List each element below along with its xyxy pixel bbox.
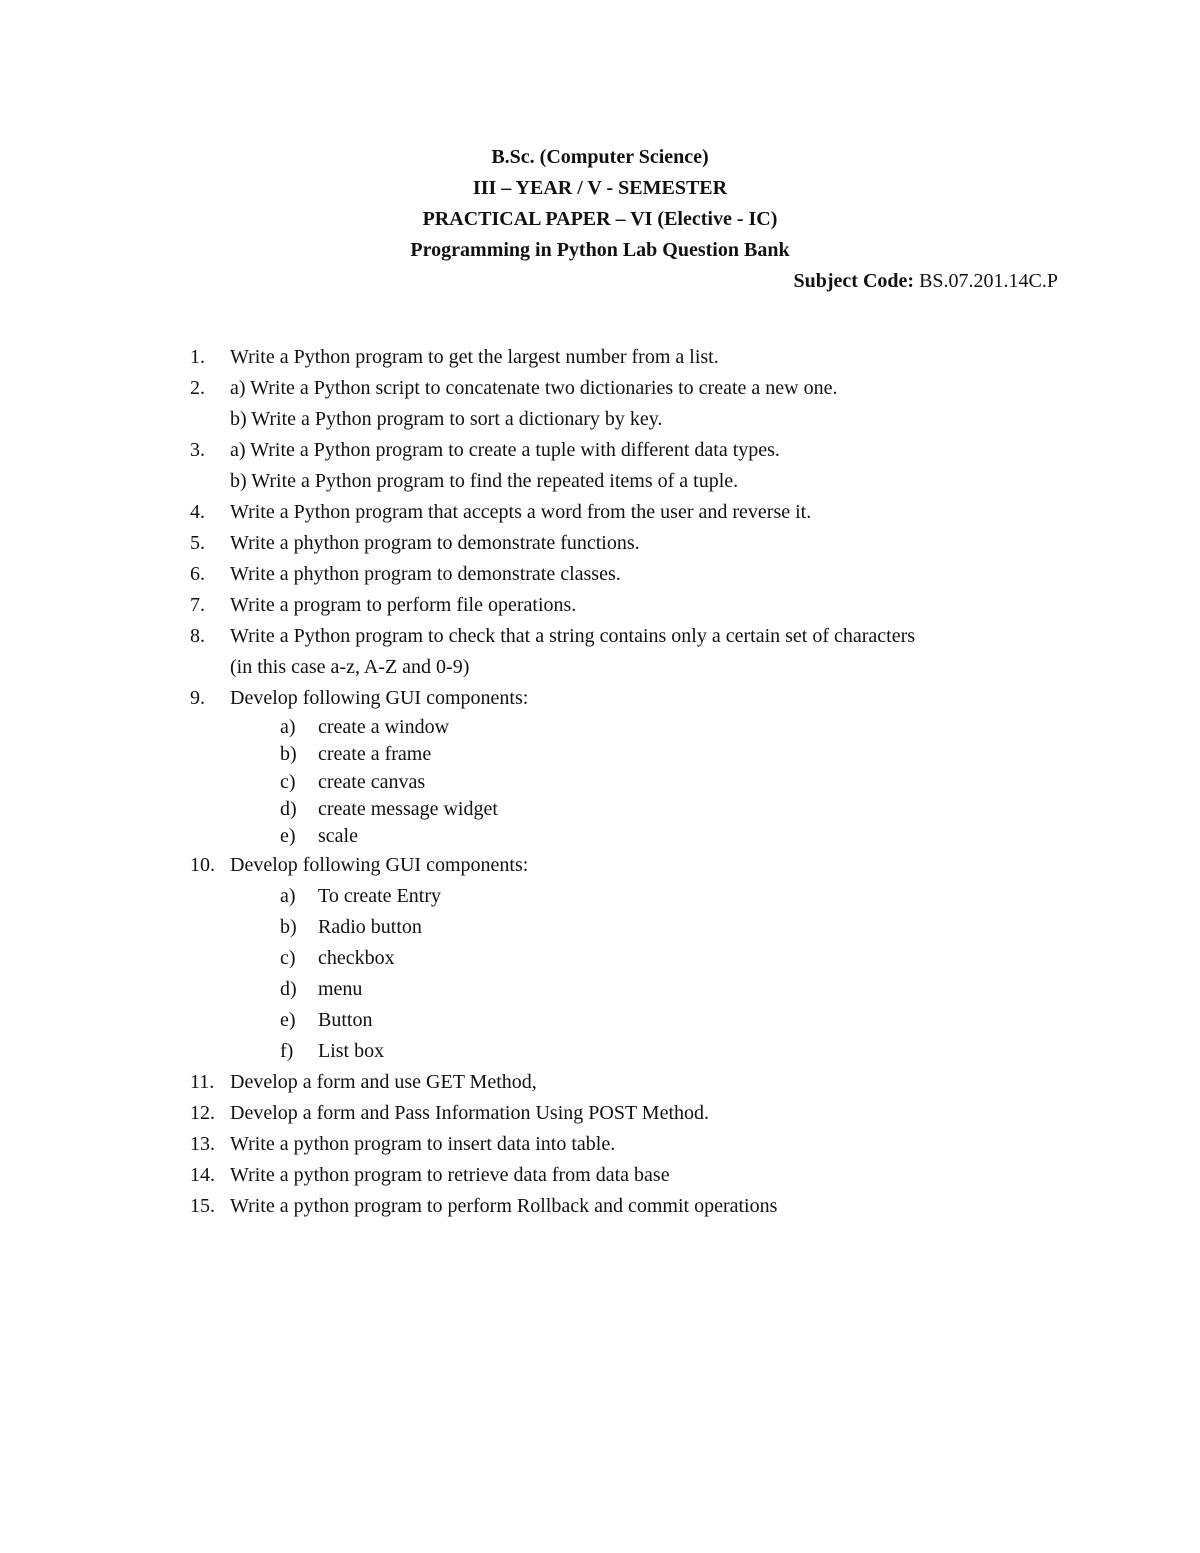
question-item <box>190 373 1070 404</box>
subject-code-label: Subject Code: <box>793 270 915 292</box>
sub-item <box>190 1005 1070 1036</box>
question-item <box>190 497 1070 528</box>
question-text: Develop following GUI components: <box>230 854 529 877</box>
question-item <box>190 1160 1070 1191</box>
sub-item-label: b) <box>280 916 297 939</box>
question-item <box>190 435 1070 466</box>
question-number: 8. <box>190 625 205 647</box>
sub-item <box>190 796 1070 823</box>
question-item <box>190 1098 1070 1129</box>
question-item <box>190 850 1070 881</box>
sub-item <box>190 823 1070 850</box>
sub-item-list <box>190 714 1070 850</box>
question-text: b) Write a Python program to sort a dictionary by key. <box>230 408 663 430</box>
question-item <box>190 1129 1070 1160</box>
question-item <box>190 528 1070 559</box>
sub-item <box>190 974 1070 1005</box>
question-item <box>190 621 1070 652</box>
sub-item-text: To create Entry <box>318 885 441 908</box>
sub-item <box>190 912 1070 943</box>
question-item <box>190 683 1070 714</box>
year-semester: III – YEAR / V - SEMESTER <box>472 177 728 199</box>
degree-title: B.Sc. (Computer Science) <box>491 146 709 168</box>
sub-item-text: menu <box>318 978 363 1001</box>
question-text: Write a python program to perform Rollback and commit operations <box>230 1195 778 1218</box>
sub-item-list <box>190 881 1070 1067</box>
question-number: 11. <box>190 1071 215 1094</box>
sub-item-text: create message widget <box>318 797 498 820</box>
question-text: Develop a form and use GET Method, <box>230 1071 537 1094</box>
question-continuation <box>190 652 1070 683</box>
question-text: Write a python program to retrieve data from data base <box>230 1164 670 1187</box>
question-number: 6. <box>190 563 205 585</box>
question-item <box>190 1067 1070 1098</box>
question-continuation <box>190 404 1070 435</box>
subject-code <box>794 267 1058 295</box>
sub-item <box>190 943 1070 974</box>
question-text: b) Write a Python program to find the repeated items of a tuple. <box>230 470 739 492</box>
question-number: 10. <box>190 854 215 877</box>
sub-item-label: c) <box>280 947 296 970</box>
question-text: a) Write a Python program to create a tuple with different data types. <box>230 439 780 461</box>
sub-item-label: a) <box>280 885 296 908</box>
sub-item-text: create a window <box>318 716 450 738</box>
question-number: 2. <box>190 377 205 399</box>
question-item <box>190 1191 1070 1222</box>
sub-item-label: a) <box>280 716 296 738</box>
question-number: 3. <box>190 439 205 461</box>
question-text: Write a python program to insert data into table. <box>230 1133 616 1156</box>
sub-item <box>190 881 1070 912</box>
sub-item <box>190 1036 1070 1067</box>
sub-item <box>190 714 1070 741</box>
question-number: 9. <box>190 687 205 709</box>
sub-item-text: create a frame <box>318 743 432 766</box>
document-header <box>0 142 1200 266</box>
paper-title: PRACTICAL PAPER – VI (Elective - IC) <box>422 208 778 230</box>
question-text: a) Write a Python script to concatenate two dictionaries to create a new one. <box>230 377 838 399</box>
sub-item-label: b) <box>280 743 297 766</box>
question-number: 13. <box>190 1133 215 1156</box>
question-text: Write a Python program to check that a string contains only a certain set of characters <box>230 625 916 647</box>
question-text: (in this case a-z, A-Z and 0-9) <box>230 656 470 678</box>
question-continuation <box>190 466 1070 497</box>
sub-item-text: List box <box>318 1040 385 1063</box>
question-number: 14. <box>190 1164 215 1187</box>
question-number: 7. <box>190 594 205 616</box>
question-item <box>190 559 1070 590</box>
question-item <box>190 342 1070 373</box>
sub-item-label: e) <box>280 825 296 848</box>
sub-item-text: checkbox <box>318 947 395 970</box>
question-number: 4. <box>190 501 205 523</box>
sub-item-text: create canvas <box>318 770 426 793</box>
question-text: Write a phython program to demonstrate functions. <box>230 532 640 554</box>
question-text: Write a Python program to get the largest number from a list. <box>230 346 719 368</box>
question-text: Develop a form and Pass Information Using POST Method. <box>230 1102 710 1125</box>
question-text: Develop following GUI components: <box>230 687 529 709</box>
question-item <box>190 590 1070 621</box>
sub-item-text: Button <box>318 1009 373 1032</box>
lab-title: Programming in Python Lab Question Bank <box>410 239 790 261</box>
sub-item-label: e) <box>280 1009 296 1032</box>
question-list <box>190 342 1070 1222</box>
sub-item-text: Radio button <box>318 916 422 939</box>
sub-item-text: scale <box>318 825 358 848</box>
subject-code-value: BS.07.201.14C.P <box>919 270 1058 292</box>
sub-item-label: c) <box>280 770 296 793</box>
sub-item <box>190 769 1070 796</box>
question-number: 5. <box>190 532 205 554</box>
question-number: 12. <box>190 1102 215 1125</box>
sub-item-label: d) <box>280 797 297 820</box>
sub-item-label: d) <box>280 978 297 1001</box>
question-text: Write a Python program that accepts a word from the user and reverse it. <box>230 501 812 523</box>
question-number: 1. <box>190 346 205 368</box>
question-number: 15. <box>190 1195 215 1218</box>
sub-item <box>190 741 1070 768</box>
sub-item-label: f) <box>280 1040 294 1063</box>
question-text: Write a phython program to demonstrate classes. <box>230 563 621 585</box>
question-text: Write a program to perform file operations. <box>230 594 577 616</box>
